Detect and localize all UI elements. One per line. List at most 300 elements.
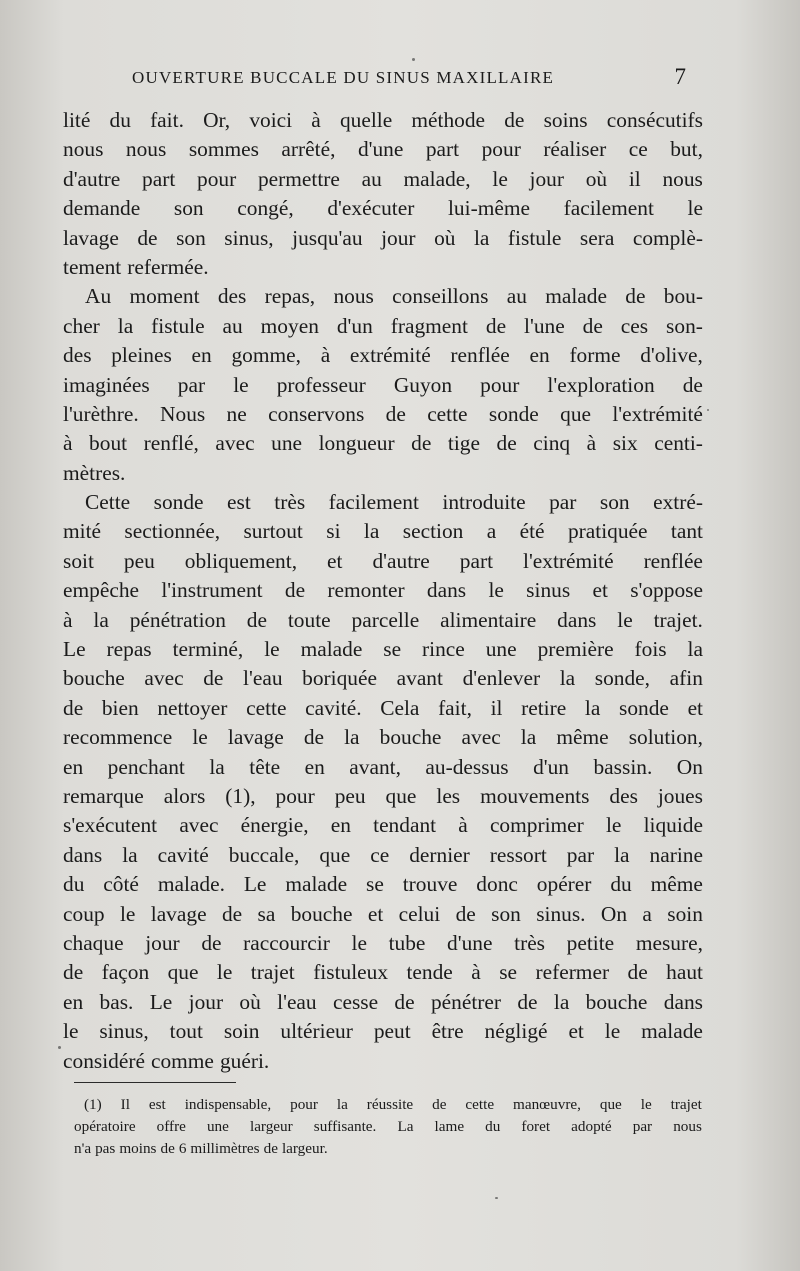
word: en — [529, 343, 550, 368]
text-line — [63, 841, 703, 870]
word: la — [559, 666, 576, 691]
word: en — [304, 754, 325, 779]
text-line — [63, 429, 703, 458]
word: fistuleux — [313, 960, 389, 985]
word: ce — [628, 137, 648, 162]
scan-speck — [58, 1046, 61, 1049]
word: Cette — [85, 490, 131, 515]
word: se — [366, 872, 384, 897]
word: jour — [381, 225, 416, 250]
word: bouche — [63, 666, 125, 691]
word: part — [459, 548, 494, 573]
word: du — [610, 872, 632, 897]
word: mètres. — [63, 460, 126, 485]
word: terminé, — [172, 637, 244, 662]
word: sonde — [153, 490, 204, 515]
word: fois — [634, 637, 667, 662]
word: d'autre — [63, 166, 121, 191]
word: trajet — [670, 1096, 702, 1113]
word: soins — [543, 108, 588, 132]
word: la — [614, 842, 630, 867]
word: par — [566, 842, 595, 867]
word: à — [586, 431, 597, 456]
word: négligé — [484, 1019, 548, 1044]
word: et — [687, 695, 703, 720]
word: de — [203, 666, 224, 691]
word: rince — [422, 637, 465, 662]
word: d'un — [336, 313, 373, 338]
word: la — [473, 225, 490, 250]
word: but, — [670, 137, 703, 162]
word: par — [177, 372, 206, 397]
word: pénétrer — [430, 989, 502, 1014]
word: largeur. — [281, 1140, 328, 1157]
word: pleines — [111, 343, 172, 368]
word: renflée — [450, 343, 510, 368]
word: pour — [275, 783, 315, 808]
text-line — [63, 635, 703, 664]
word: de — [455, 901, 476, 926]
word: foret — [521, 1118, 551, 1135]
word: part — [142, 166, 176, 191]
text-line — [63, 870, 703, 899]
word: l'une — [524, 313, 565, 338]
word: pour — [197, 166, 237, 191]
word: avec — [461, 725, 501, 750]
text-line — [63, 547, 703, 576]
word: la — [687, 637, 703, 662]
word: afin — [669, 666, 703, 691]
word: une — [271, 431, 303, 456]
word: tube — [388, 930, 426, 955]
word: six — [612, 431, 638, 456]
word: dernier — [409, 842, 470, 867]
word: solution, — [628, 725, 703, 750]
word: la — [520, 725, 537, 750]
word: Or, — [203, 108, 231, 132]
word: opératoire — [74, 1118, 136, 1135]
word: introduite — [442, 490, 526, 515]
running-head — [64, 64, 686, 96]
word: son — [599, 490, 630, 515]
word: lavage — [150, 901, 207, 926]
word: adopté — [571, 1118, 612, 1135]
word: suffisante. — [313, 1118, 377, 1135]
word: cesse — [332, 989, 379, 1014]
word: malade. — [157, 872, 225, 897]
word: (1), — [225, 783, 256, 808]
word: pénétration — [129, 607, 226, 632]
word: buccale, — [228, 842, 300, 867]
word: le — [640, 1096, 652, 1113]
word: permettre — [257, 166, 340, 191]
word: part — [425, 137, 460, 162]
word: congé, — [237, 196, 294, 221]
word: chaque — [63, 930, 124, 955]
word: pour — [290, 1096, 318, 1113]
text-line — [63, 282, 703, 311]
word: des — [63, 343, 92, 368]
word: section — [402, 519, 464, 544]
page-number: 7 — [674, 64, 686, 89]
body-text — [63, 106, 703, 1076]
word: n'a — [74, 1140, 92, 1157]
word: même — [650, 872, 703, 897]
word: demande — [63, 196, 141, 221]
word: être — [431, 1019, 464, 1044]
word: professeur — [276, 372, 366, 397]
word: de — [411, 431, 432, 456]
word: gomme, — [231, 343, 301, 368]
word: cavité — [157, 842, 209, 867]
word: manœuvre, — [513, 1096, 581, 1113]
text-line — [63, 900, 703, 929]
word: à — [458, 813, 468, 838]
text-line — [63, 694, 703, 723]
word: d'un — [533, 754, 570, 779]
word: surtout — [243, 519, 303, 544]
text-line — [63, 1047, 703, 1076]
word: il — [490, 695, 503, 720]
word: d'autre — [372, 548, 430, 573]
text-line — [63, 811, 703, 840]
footnote-line — [74, 1138, 702, 1160]
text-line — [63, 664, 703, 693]
word: est — [148, 1096, 166, 1113]
running-title: OUVERTURE BUCCALE DU SINUS MAXILLAIRE — [132, 68, 555, 87]
word: se — [383, 637, 402, 662]
scan-speck — [495, 1197, 498, 1199]
word: coup — [63, 901, 105, 926]
word: Il — [120, 1096, 130, 1113]
word: le — [63, 1019, 79, 1044]
word: très — [274, 490, 306, 515]
word: nous — [662, 166, 703, 191]
word: ultérieur — [280, 1019, 353, 1044]
word: moment — [129, 284, 200, 309]
word: de — [201, 930, 222, 955]
word: la — [363, 519, 380, 544]
word: raccourcir — [243, 930, 330, 955]
word: ce — [370, 842, 390, 867]
word: d'olive, — [640, 343, 703, 368]
word: renflé, — [143, 431, 199, 456]
word: façon — [101, 960, 150, 985]
text-line — [63, 253, 703, 282]
text-line — [63, 106, 703, 135]
word: en — [191, 343, 212, 368]
word: penchant — [107, 754, 185, 779]
text-line — [63, 459, 703, 488]
word: de — [284, 578, 306, 603]
word: jour — [188, 989, 224, 1014]
word: de — [517, 989, 538, 1014]
text-line — [63, 782, 703, 811]
footnote-separator — [74, 1082, 236, 1083]
word: énergie, — [240, 813, 309, 838]
word: nous — [333, 284, 374, 309]
word: lavage — [63, 225, 119, 250]
word: une — [206, 1118, 229, 1135]
word: ces — [620, 313, 649, 338]
word: des — [217, 284, 247, 309]
word: complè- — [632, 225, 703, 250]
word: le — [351, 930, 367, 955]
word: fragment — [390, 313, 468, 338]
word: que — [560, 401, 592, 426]
word: la — [117, 313, 134, 338]
word: obliquement, — [184, 548, 298, 573]
word: Le — [149, 989, 173, 1014]
word: forme — [569, 343, 621, 368]
word: au — [506, 284, 527, 309]
word: tant — [670, 519, 703, 544]
word: peu — [334, 783, 366, 808]
word: recommence — [63, 725, 173, 750]
word: quelle — [339, 108, 393, 132]
word: trajet — [250, 960, 295, 985]
word: avant, — [349, 754, 401, 779]
word: avec — [179, 813, 219, 838]
word: moyen — [260, 313, 319, 338]
word: très — [514, 930, 546, 955]
text-line — [63, 194, 703, 223]
scan-speck — [707, 409, 709, 411]
word: l'instrument — [161, 578, 263, 603]
word: de — [385, 401, 406, 426]
word: première — [537, 637, 614, 662]
word: de — [582, 313, 603, 338]
word: sommes — [188, 137, 259, 162]
word: à — [320, 343, 331, 368]
word: consécutifs — [606, 108, 703, 132]
word: Le — [243, 872, 267, 897]
word: On — [600, 901, 628, 926]
word: sera — [579, 225, 615, 250]
word: conservons — [268, 401, 365, 426]
word: cher — [63, 313, 100, 338]
word: petite — [566, 930, 615, 955]
word: l'urèthre. — [63, 401, 139, 426]
word: le — [488, 578, 504, 603]
word: largeur — [249, 1118, 293, 1135]
word: de — [63, 695, 84, 720]
word: le — [604, 1019, 621, 1044]
word: avant — [396, 666, 443, 691]
word: au-dessus — [425, 754, 509, 779]
word: 6 — [178, 1140, 187, 1157]
word: son — [176, 225, 206, 250]
text-line — [63, 753, 703, 782]
word: jour — [145, 930, 180, 955]
word: moins — [119, 1140, 157, 1157]
word: que — [319, 842, 351, 867]
word: repas, — [264, 284, 316, 309]
word: remonter — [327, 578, 405, 603]
word: se — [499, 960, 518, 985]
word: le — [119, 901, 136, 926]
word: une — [485, 637, 517, 662]
word: alimentaire — [440, 607, 537, 632]
text-line — [63, 224, 703, 253]
word: tendant — [373, 813, 437, 838]
word: sa — [257, 901, 276, 926]
word: On — [676, 754, 703, 779]
word: bas. — [99, 989, 134, 1014]
word: jour — [529, 166, 564, 191]
text-line — [63, 312, 703, 341]
word: l'eau — [277, 989, 317, 1014]
word: tige — [447, 431, 480, 456]
word: comprimer — [489, 813, 584, 838]
word: et — [327, 548, 343, 573]
word: joues — [657, 783, 703, 808]
text-line — [63, 135, 703, 164]
word: lame — [434, 1118, 465, 1135]
word: longueur — [318, 431, 395, 456]
word: mouvements — [480, 783, 590, 808]
word: donc — [476, 872, 518, 897]
text-line — [63, 929, 703, 958]
word: considéré — [63, 1048, 145, 1073]
text-line — [63, 400, 703, 429]
footnote-line — [74, 1116, 702, 1138]
text-line — [63, 988, 703, 1017]
word: dans — [663, 989, 703, 1014]
word: de — [263, 1140, 278, 1157]
word: de — [485, 313, 507, 338]
word: (1) — [84, 1096, 102, 1113]
word: tende — [406, 960, 453, 985]
word: l'eau — [243, 666, 283, 691]
word: sinus. — [536, 901, 586, 926]
word: nous — [63, 137, 104, 162]
word: la — [584, 695, 601, 720]
word: avec — [215, 431, 255, 456]
word: l'extrémité — [523, 548, 614, 573]
word: cette — [427, 401, 468, 426]
word: bout — [89, 431, 128, 456]
word: soin — [223, 1019, 260, 1044]
word: son — [491, 901, 521, 926]
word: le — [605, 813, 622, 838]
word: de — [432, 1096, 447, 1113]
word: où — [239, 989, 261, 1014]
word: le — [617, 607, 633, 632]
word: réaliser — [543, 137, 607, 162]
word: de — [160, 1140, 175, 1157]
word: bien — [101, 695, 139, 720]
word: la — [336, 1096, 348, 1113]
word: de — [496, 431, 517, 456]
word: Guyon — [393, 372, 453, 397]
word: cette — [465, 1096, 495, 1113]
word: à — [311, 108, 321, 132]
word: fistule — [151, 313, 205, 338]
word: à — [63, 607, 73, 632]
word: d'exécuter — [327, 196, 415, 221]
word: le — [264, 637, 280, 662]
word: lité — [63, 108, 91, 132]
word: Cela — [380, 695, 420, 720]
word: peu — [123, 548, 155, 573]
word: dans — [426, 578, 467, 603]
text-line — [63, 606, 703, 635]
word: soit — [63, 548, 94, 573]
word: bou- — [663, 284, 703, 309]
word: s'exécutent — [63, 813, 158, 838]
word: centi- — [654, 431, 703, 456]
word: dans — [63, 842, 103, 867]
word: au — [361, 166, 382, 191]
word: de — [137, 225, 158, 250]
word: ressort — [489, 842, 547, 867]
word: opérer — [536, 872, 592, 897]
word: la — [93, 607, 109, 632]
word: nous — [673, 1118, 702, 1135]
word: malade — [545, 284, 607, 309]
footnotes — [74, 1094, 702, 1160]
word: lavage — [227, 725, 284, 750]
word: où — [434, 225, 456, 250]
word: indispensable, — [184, 1096, 272, 1113]
word: conseillons — [392, 284, 489, 309]
word: la — [344, 725, 360, 750]
word: sectionnée, — [124, 519, 221, 544]
word: la — [122, 842, 138, 867]
text-line — [63, 371, 703, 400]
word: d'enlever — [462, 666, 541, 691]
word: est — [227, 490, 251, 515]
word: a — [486, 519, 497, 544]
word: de — [627, 960, 648, 985]
word: sinus — [526, 578, 571, 603]
word: repas — [106, 637, 152, 662]
text-line — [63, 165, 703, 194]
word: et — [568, 1019, 584, 1044]
word: refermée. — [127, 254, 209, 279]
word: alors — [163, 783, 206, 808]
word: de — [246, 607, 267, 632]
word: avec — [144, 666, 184, 691]
word: la — [553, 989, 570, 1014]
word: pour — [480, 372, 520, 397]
word: sinus, — [224, 225, 274, 250]
word: mité — [63, 519, 102, 544]
word: voici — [249, 108, 293, 132]
word: malade — [641, 1019, 703, 1044]
word: fistule — [507, 225, 562, 250]
word: que — [385, 783, 417, 808]
word: trouve — [402, 872, 458, 897]
word: les — [436, 783, 461, 808]
word: d'une — [447, 930, 493, 955]
word: bouche — [290, 901, 353, 926]
word: il — [628, 166, 641, 191]
word: parcelle — [351, 607, 420, 632]
word: jusqu'au — [292, 225, 363, 250]
word: au — [222, 313, 243, 338]
word: méthode — [411, 108, 486, 132]
word: en — [330, 813, 351, 838]
word: tête — [249, 754, 281, 779]
word: a — [642, 901, 652, 926]
word: nettoyer — [157, 695, 228, 720]
word: narine — [649, 842, 703, 867]
word: pas — [95, 1140, 116, 1157]
word: toute — [287, 607, 331, 632]
word: malade, — [403, 166, 471, 191]
